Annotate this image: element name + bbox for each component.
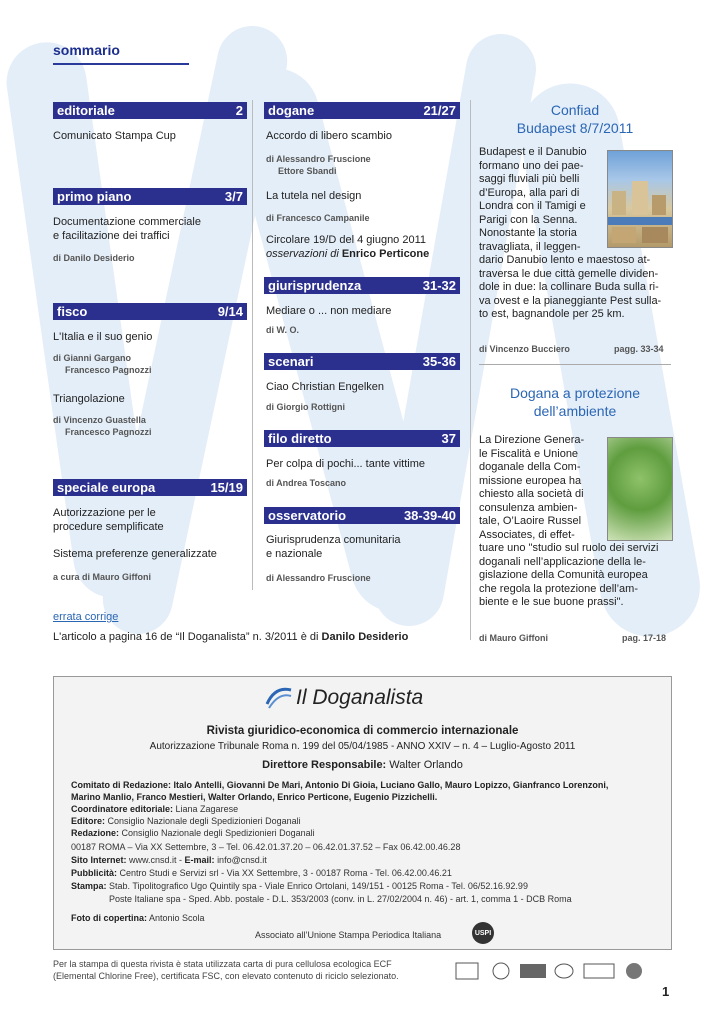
article-author: di Andrea Toscano — [266, 478, 347, 488]
section-pages: 9/14 — [217, 304, 243, 319]
committee-line — [71, 791, 437, 803]
confiad-author: di Vincenzo Bucciero — [479, 344, 570, 354]
article-author — [266, 153, 371, 177]
associated-line: Associato all’Unione Stampa Periodica Italiana — [255, 930, 442, 940]
divider — [479, 364, 671, 365]
section-pages: 21/27 — [423, 103, 456, 118]
title-line: Dogana a protezione — [510, 385, 640, 401]
page-number: 1 — [662, 984, 670, 999]
column-divider — [470, 100, 471, 640]
title-prefix: osservazioni di — [266, 248, 339, 260]
cover-line — [71, 912, 205, 924]
committee-names: Marino Manlio, Franco Mestieri, Walter Orlando, Enrico Perticone, Eugenio Pizzichelli. — [71, 792, 438, 802]
body-line: formano uno dei pae- — [479, 159, 584, 172]
confiad-pages: pagg. 33-34 — [614, 344, 664, 354]
section-label: filo diretto — [268, 431, 332, 446]
coordinator-label: Coordinatore editoriale: — [71, 804, 174, 814]
body-line: le Fiscalità e Unione — [479, 447, 579, 460]
body-line: consulenza ambien- — [479, 501, 578, 514]
masthead-subtitle: Rivista giuridico-economica di commercio internazionale — [206, 725, 519, 737]
section-pages: 2 — [235, 103, 243, 118]
email-link[interactable]: info@cnsd.it — [217, 855, 267, 865]
body-line: Parigi con la Senna. — [479, 213, 578, 226]
dogana-pages: pag. 17-18 — [622, 633, 667, 643]
article-author: di Alessandro Fruscione — [266, 573, 371, 583]
title-line: Circolare 19/D del 4 giugno 2011 — [266, 234, 427, 246]
section-pages: 35-36 — [422, 354, 456, 369]
title-line: Autorizzazione per le — [53, 507, 156, 519]
logo-icon — [265, 684, 293, 710]
body-line: traversa le due città gemelle dividen- — [479, 267, 659, 280]
section-label: scenari — [268, 354, 314, 369]
article-title[interactable]: Per colpa di pochi... tante vittime — [266, 458, 425, 470]
tree-photo — [607, 437, 673, 541]
section-label: editoriale — [57, 103, 115, 118]
body-line: d’Europa, alla pari di — [479, 186, 580, 199]
article-title[interactable]: Comunicato Stampa Cup — [53, 130, 176, 142]
body-line: gislazione della Comunità europea — [479, 569, 648, 581]
article-title[interactable]: Accordo di libero scambio — [266, 130, 392, 142]
redazione-label: Redazione: — [71, 828, 120, 838]
errata-text — [53, 630, 408, 644]
redazione-name: Consiglio Nazionale degli Spedizionieri Doganali — [121, 828, 315, 838]
body-line: doganale della Com- — [479, 461, 581, 473]
section-pages: 38-39-40 — [403, 508, 456, 523]
author-line: Ettore Sbandi — [278, 166, 337, 176]
title-line: e nazionale — [266, 548, 323, 560]
email-label: E-mail: — [184, 855, 215, 865]
section-label: speciale europa — [57, 480, 156, 495]
author-line: Francesco Pagnozzi — [65, 365, 152, 375]
title-line: e facilitazione dei traffici — [53, 230, 170, 242]
body-line: va ovest e la pianeggiante Pest sulla- — [479, 294, 662, 307]
article-author: di Giorgio Rottigni — [266, 402, 345, 412]
body-line: missione europea ha — [479, 474, 582, 487]
logo — [265, 684, 293, 715]
section-label: giurisprudenza — [268, 278, 362, 293]
title-line: dell’ambiente — [533, 403, 617, 419]
print-label: Stampa: — [71, 881, 107, 891]
web-line: Sito Internet: www.cnsd.it - E-mail: info@cnsd.it — [71, 855, 267, 865]
ads-line — [71, 867, 452, 879]
committee-names: Italo Antelli, Giovanni De Mari, Antonio Di Gioia, Luciano Gallo, Mauro Lopizzo, Gianfranco Lorenzoni, — [173, 780, 609, 790]
section-giurisprudenza[interactable] — [264, 277, 460, 294]
errata-name: Danilo Desiderio — [321, 631, 409, 643]
article-title[interactable] — [266, 533, 401, 561]
author-line: di Alessandro Fruscione — [266, 154, 371, 164]
article-author: di W. O. — [266, 325, 299, 335]
section-label: osservatorio — [268, 508, 347, 523]
body-line: biente e le sue buone prassi". — [479, 596, 624, 608]
budapest-photo-icon — [608, 151, 672, 247]
article-author: di Francesco Campanile — [266, 213, 370, 223]
body-line: che regola la protezione dell’am- — [479, 582, 638, 595]
coordinator-line — [71, 803, 238, 815]
body-line: Budapest e il Danubio — [479, 146, 587, 158]
title-line: Giurisprudenza comunitaria — [266, 534, 401, 546]
article-title[interactable]: Mediare o ... non mediare — [266, 305, 392, 317]
logo-text: Il Doganalista — [296, 686, 424, 709]
article-title[interactable] — [53, 506, 164, 534]
section-pages: 37 — [441, 431, 456, 446]
section-pages: 3/7 — [224, 189, 243, 204]
article-title[interactable]: Sistema preferenze generalizzate — [53, 548, 217, 560]
section-filo-diretto[interactable] — [264, 430, 460, 447]
body-line: to est, bagnandole per 25 km. — [479, 308, 625, 320]
article-title[interactable]: L'Italia e il suo genio — [53, 331, 153, 343]
article-author: di Danilo Desiderio — [53, 253, 135, 263]
body-line: chiesto alla società di — [479, 488, 584, 500]
body-line: tuare uno "studio sul ruolo dei servizi — [479, 542, 659, 554]
article-author: a cura di Mauro Giffoni — [53, 572, 152, 582]
body-line: Nonostante la storia — [479, 227, 577, 239]
cover-label: Foto di copertina: — [71, 913, 147, 923]
print-text: Stab. Tipolitografico Ugo Quintily spa - Viale Enrico Ortolani, 149/151 - 00125 Roma - Tel. 06/52.16.92.99 — [109, 881, 528, 891]
article-title[interactable]: Ciao Christian Engelken — [266, 381, 385, 393]
article-author — [53, 352, 152, 376]
body-line: saggi fluviali più belli — [479, 173, 580, 185]
coordinator-name: Liana Zagarese — [175, 804, 239, 814]
title-line: Documentazione commerciale — [53, 216, 201, 228]
director-name: Walter Orlando — [389, 759, 463, 771]
section-editoriale[interactable] — [53, 102, 247, 119]
ads-label: Pubblicità: — [71, 868, 118, 878]
redazione-line — [71, 827, 315, 839]
committee-label: Comitato di Redazione: — [71, 780, 172, 790]
kicker-underline — [53, 63, 189, 65]
body-line: tale, O’Laoire Russel — [479, 515, 582, 527]
author-line: di Gianni Gargano — [53, 353, 132, 363]
editor-line — [71, 815, 301, 827]
section-primo-piano[interactable] — [53, 188, 247, 205]
site-label: Sito Internet: — [71, 855, 127, 865]
page-kicker: sommario — [53, 42, 120, 58]
body-line: Londra con il Tamigi e — [479, 200, 586, 212]
body-line: La Direzione Genera- — [479, 434, 585, 446]
cover-name: Antonio Scola — [149, 913, 205, 923]
errata-label[interactable]: errata corrige — [53, 611, 119, 623]
body-line: dole in due: la collinare Buda sulla ri- — [479, 281, 659, 293]
paper-note: (Elemental Chlorine Free), certificata FSC, con elevato contenuto di riciclo selezionato. — [53, 971, 399, 981]
editor-label: Editore: — [71, 816, 106, 826]
committee-line — [71, 779, 608, 791]
author-line: Francesco Pagnozzi — [65, 427, 152, 437]
section-scenari[interactable] — [264, 353, 460, 370]
certification-logos — [454, 960, 672, 987]
budapest-photo — [607, 150, 673, 248]
section-label: dogane — [268, 103, 315, 118]
section-osservatorio[interactable] — [264, 507, 460, 524]
certification-icons — [454, 960, 672, 982]
body-line: doganali nell’applicazione della le- — [479, 555, 646, 568]
masthead-authorization: Autorizzazione Tribunale Roma n. 199 del 05/04/1985 - ANNO XXIV – n. 4 – Luglio-Agosto 2011 — [149, 741, 576, 752]
article-title[interactable] — [266, 233, 429, 261]
dogana-title[interactable] — [480, 384, 670, 420]
editor-name: Consiglio Nazionale degli Spedizionieri Doganali — [107, 816, 301, 826]
masthead-director — [53, 759, 672, 771]
paper-note: Per la stampa di questa rivista è stata utilizzata carta di pura cellulosa ecologica ECF — [53, 959, 392, 969]
section-pages: 15/19 — [210, 480, 243, 495]
title-name: Enrico Perticone — [341, 248, 430, 260]
section-speciale-europa[interactable] — [53, 479, 247, 496]
title-line: Confiad — [550, 102, 600, 118]
dogana-author: di Mauro Giffoni — [479, 633, 548, 643]
errata-body: L'articolo a pagina 16 de “Il Doganalista” n. 3/2011 è di — [53, 631, 319, 643]
print-line — [71, 880, 528, 892]
article-title[interactable]: La tutela nel design — [266, 190, 362, 202]
confiad-title[interactable] — [480, 101, 670, 137]
section-fisco[interactable] — [53, 303, 247, 320]
body-line: dario Danubio lento e maestoso at- — [479, 254, 651, 266]
title-line: Budapest 8/7/2011 — [516, 120, 634, 136]
title-line: procedure semplificate — [53, 521, 164, 533]
author-line: di Vincenzo Guastella — [53, 415, 146, 425]
column-divider — [252, 100, 253, 590]
address-line: 00187 ROMA – Via XX Settembre, 3 – Tel. 06.42.01.37.20 – 06.42.01.37.52 – Fax 06.42.00.46.28 — [71, 842, 461, 852]
article-title[interactable] — [53, 215, 201, 243]
ads-text: Centro Studi e Servizi srl - Via XX Settembre, 3 - 00187 Roma - Tel. 06.42.00.46.21 — [119, 868, 452, 878]
site-link[interactable]: www.cnsd.it — [129, 855, 177, 865]
section-label: fisco — [57, 304, 88, 319]
section-dogane[interactable] — [264, 102, 460, 119]
body-line: travagliata, il leggen- — [479, 240, 581, 253]
post-line: Poste Italiane spa - Sped. Abb. postale - D.L. 353/2003 (conv. in L. 27/02/2004 n. 46) - art. 1, comma 1 - DCB Roma — [109, 894, 572, 904]
section-pages: 31-32 — [422, 278, 456, 293]
section-label: primo piano — [57, 189, 132, 204]
director-label: Direttore Responsabile: — [262, 759, 387, 771]
uspi-logo-icon: USPI — [472, 922, 494, 944]
article-title[interactable]: Triangolazione — [53, 393, 125, 405]
article-author — [53, 414, 152, 438]
body-line: Associates, di effet- — [479, 528, 575, 541]
